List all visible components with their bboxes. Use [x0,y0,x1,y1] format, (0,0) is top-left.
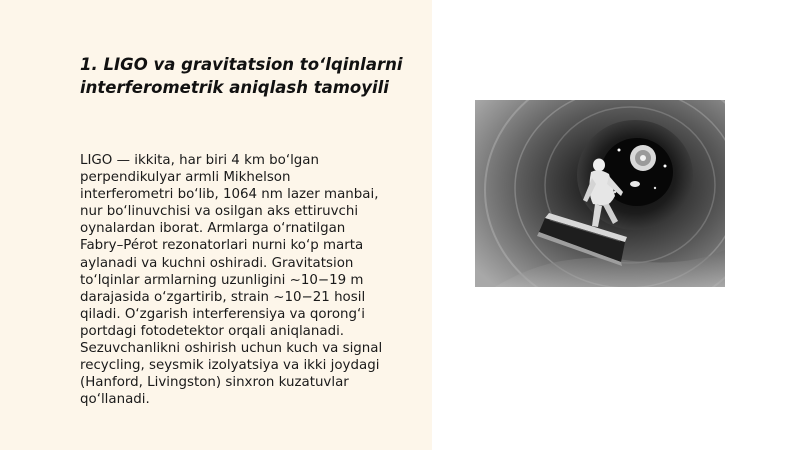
body-line: perpendikulyar armli Mikhelson [80,170,291,186]
slide-title-line-2: interferometrik aniqlash tamoyili [80,78,389,97]
body-line: aylanadi va kuchni oshiradi. Gravitatsion [80,255,354,271]
slide-title-line-1: 1. LIGO va gravitatsion to‘lqinlarni [80,55,403,74]
slide-title [80,53,410,99]
body-line: LIGO — ikkita, har biri 4 km bo‘lgan [80,153,319,168]
body-line: (Hanford, Livingston) sinxron kuzatuvlar [80,375,349,391]
ligo-beam-tube-photo [475,100,725,287]
body-line: portdagi fotodetektor orqali aniqlanadi. [80,323,345,339]
body-line: to‘lqinlar armlarning uzunligini ~10−19 m [80,272,364,288]
body-line: oynalardan iborat. Armlarga o‘rnatilgan [80,221,346,237]
slide-body-text [80,152,425,408]
body-line: nur bo‘linuvchisi va osilgan aks ettiruvchi [80,204,359,220]
body-line: Sezuvchanlikni oshirish uchun kuch va signal [80,341,383,357]
body-line: qiladi. O‘zgarish interferensiya va qorong‘i [80,306,365,322]
body-line: recycling, seysmik izolyatsiya va ikki joydagi [80,358,380,374]
body-line: qo‘llanadi. [80,392,150,408]
body-line: Fabry–Pérot rezonatorlari nurni ko‘p marta [80,238,364,254]
body-line: interferometri bo‘lib, 1064 nm lazer manbai, [80,187,379,203]
body-line: darajasida o‘zgartirib, strain ~10−21 hosil [80,289,366,305]
beam-tube-illustration [475,100,725,287]
